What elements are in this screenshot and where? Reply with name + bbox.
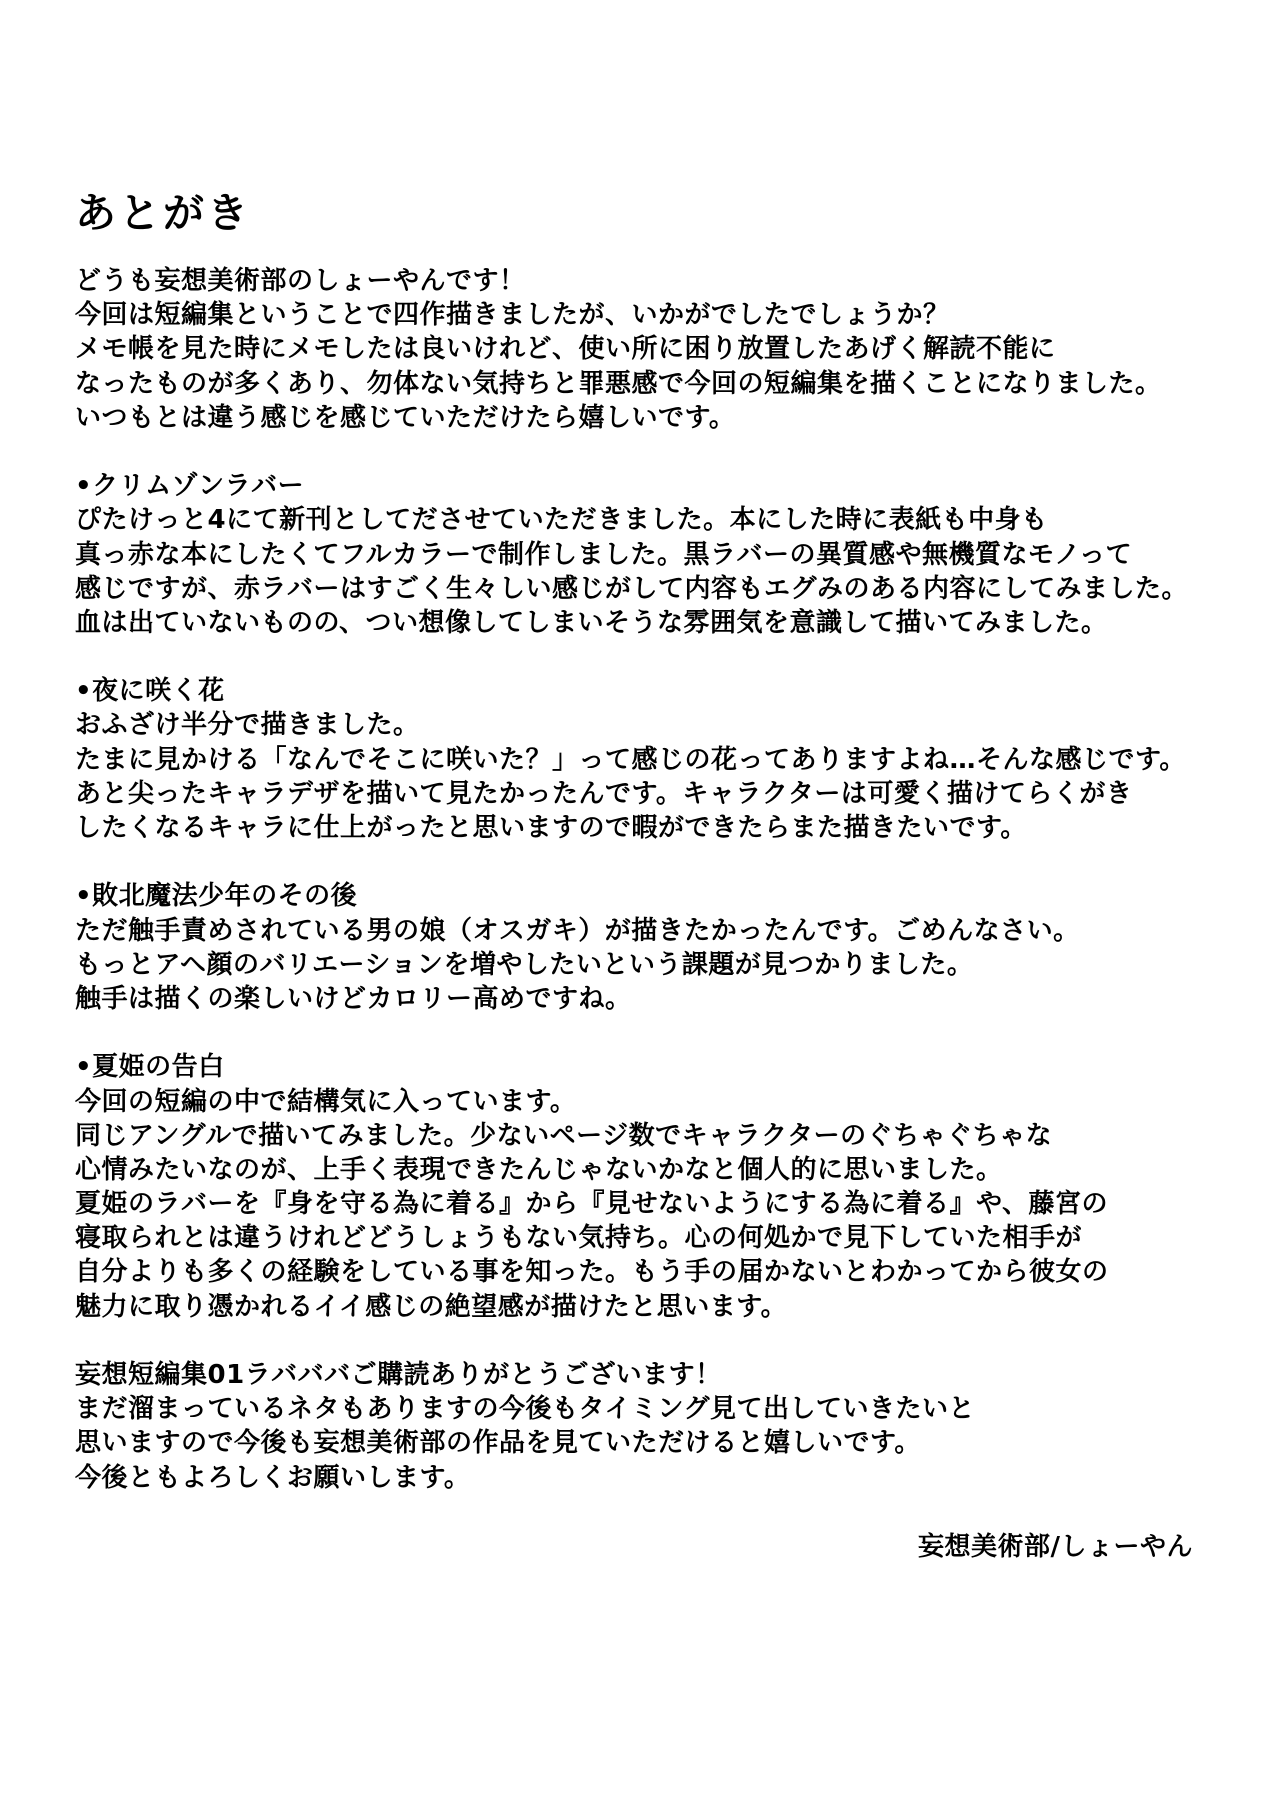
section-heading: •クリムゾンラバー [75, 471, 305, 502]
section-line: 真っ赤な本にしたくてフルカラーで制作しました。黒ラバーの異質感や無機質なモノって [75, 539, 1133, 570]
section-line: 感じですが、赤ラバーはすごく生々しい感じがして内容もエグみのある内容にしてみました。 [75, 573, 1189, 604]
page-title: あとがき [75, 189, 251, 237]
section-heading: •夏姫の告白 [75, 1052, 225, 1083]
closing-line: 思いますので今後も妄想美術部の作品を見ていただけると嬉しいです。 [75, 1428, 921, 1459]
section-line: ぴたけっと4にて新刊としてださせていただきました。本にした時に表紙も中身も [75, 505, 1048, 536]
section-line: 触手は描くの楽しいけどカロリー高めですね。 [75, 983, 632, 1014]
section-natsuki-confession [75, 1050, 1215, 1324]
section-line: 寝取られとは違うけれどどうしょうもない気持ち。心の何処かで見下していた相手が [75, 1223, 1083, 1254]
author-signature: 妄想美術部/しょーやん [918, 1532, 1193, 1562]
section-line: 魅力に取り憑かれるイイ感じの絶望感が描けたと思います。 [75, 1291, 788, 1322]
intro-line: 今回は短編集ということで四作描きましたが、いかがでしたでしょうか？ [75, 300, 950, 331]
section-line: 同じアングルで描いてみました。少ないページ数でキャラクターのぐちゃぐちゃな [75, 1120, 1053, 1151]
section-line: もっとアヘ顔のバリエーションを増やしたいという課題が見つかりました。 [75, 949, 974, 980]
section-line: たまに見かける「なんでそこに咲いた？」って感じの花ってありますよね…そんな感じです。 [75, 744, 1186, 775]
closing-line: まだ溜まっているネタもありますの今後もタイミング見て出していきたいと [75, 1394, 975, 1425]
section-line: ただ触手責めされている男の娘（オスガキ）が描きたかったんです。ごめんなさい。 [75, 915, 1080, 946]
section-heading: •夜に咲く花 [75, 676, 225, 707]
afterword-body [75, 264, 1215, 1529]
section-defeated-magic-boy [75, 879, 1215, 1016]
section-crimson-rubber [75, 469, 1215, 640]
intro-line: メモ帳を見た時にメモしたは良いけれど、使い所に困り放置したあげく解読不能に [75, 334, 1056, 365]
section-heading: •敗北魔法少年のその後 [75, 881, 358, 912]
section-line: おふざけ半分で描きました。 [75, 710, 420, 741]
section-night-flower [75, 674, 1215, 845]
section-line: あと尖ったキャラデザを描いて見たかったんです。キャラクターは可愛く描けてらくがき [75, 778, 1133, 809]
section-line: 心情みたいなのが、上手く表現できたんじゃないかなと個人的に思いました。 [75, 1154, 1003, 1185]
section-line: したくなるキャラに仕上がったと思いますので暇ができたらまた描きたいです。 [75, 813, 1027, 843]
intro-paragraph [75, 264, 1215, 435]
closing-line: 今後ともよろしくお願いします。 [75, 1462, 471, 1493]
section-line: 血は出ていないものの、つい想像してしまいそうな雰囲気を意識して描いてみました。 [75, 607, 1108, 638]
intro-line: どうも妄想美術部のしょーやんです！ [75, 266, 526, 296]
section-line: 今回の短編の中で結構気に入っています。 [75, 1086, 577, 1117]
section-line: 夏姫のラバーを『身を守る為に着る』から『見せないようにする為に着る』や、藤宮の [75, 1189, 1108, 1220]
intro-line: いつもとは違う感じを感じていただけたら嬉しいです。 [75, 402, 736, 433]
section-line: 自分よりも多くの経験をしている事を知った。もう手の届かないとわかってから彼女の [75, 1257, 1109, 1288]
closing-paragraph [75, 1358, 1215, 1495]
intro-line: なったものが多くあり、勿体ない気持ちと罪悪感で今回の短編集を描くことになりました。 [75, 368, 1162, 399]
closing-line: 妄想短編集01ラバババご購読ありがとうございます！ [75, 1360, 722, 1390]
